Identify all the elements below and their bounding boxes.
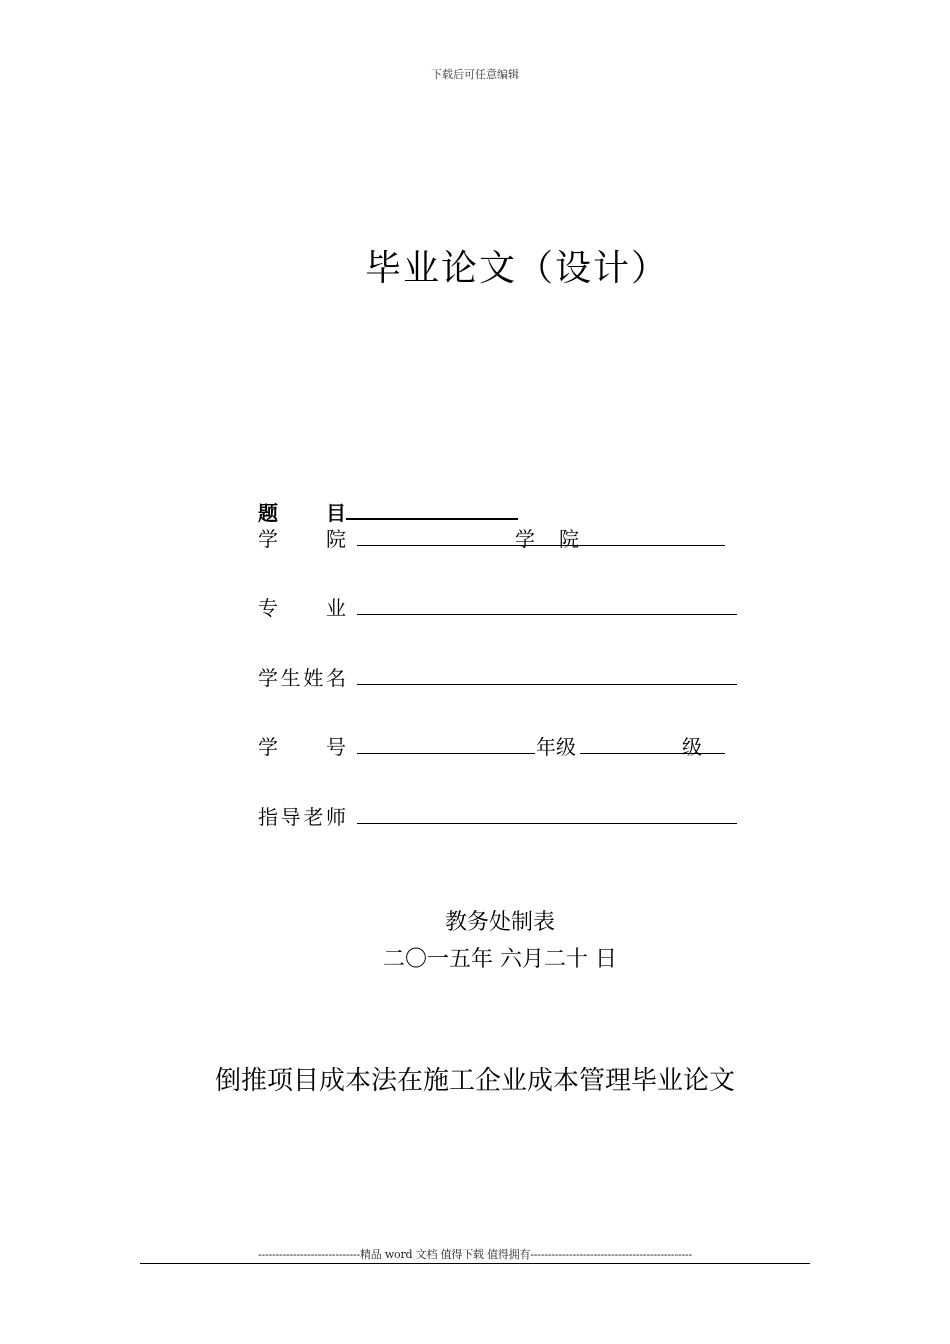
student-name-label (258, 662, 346, 691)
issue-date: 二〇一五年 六月二十 日 (383, 947, 617, 972)
major-label (258, 592, 346, 621)
major-underline (357, 614, 737, 615)
footer-rule (140, 1263, 810, 1264)
topic-label-text: 题 目 (258, 501, 346, 525)
header-note: 下载后可任意编辑 (431, 68, 519, 81)
grade-value: 级 (682, 735, 702, 759)
student-id-underline (357, 753, 535, 754)
topic-label (258, 497, 346, 526)
student-name-label-text: 学生姓名 (258, 666, 346, 690)
student-id-label (258, 731, 346, 760)
advisor-label-text: 指导老师 (258, 805, 346, 829)
student-name-underline (357, 684, 737, 685)
footer-text: -----------------------------精品 word 文档 值得下载 值得拥有---------------------------------------------- (257, 1248, 693, 1261)
advisor-underline (357, 823, 737, 824)
advisor-label (258, 801, 346, 830)
college-label-text: 学 院 (258, 527, 346, 551)
topic-underline (346, 518, 518, 520)
grade-label: 年级 (536, 735, 576, 759)
issuer: 教务处制表 (444, 910, 555, 935)
thesis-title: 倒推项目成本法在施工企业成本管理毕业论文 (214, 1066, 735, 1096)
grade-underline (580, 753, 725, 754)
college-value (515, 523, 579, 552)
major-label-text: 专 业 (258, 596, 346, 620)
student-id-label-text: 学 号 (258, 735, 346, 759)
college-value-text: 学 院 (515, 527, 579, 551)
main-title: 毕业论文（设计） (364, 248, 669, 289)
college-label (258, 523, 346, 552)
